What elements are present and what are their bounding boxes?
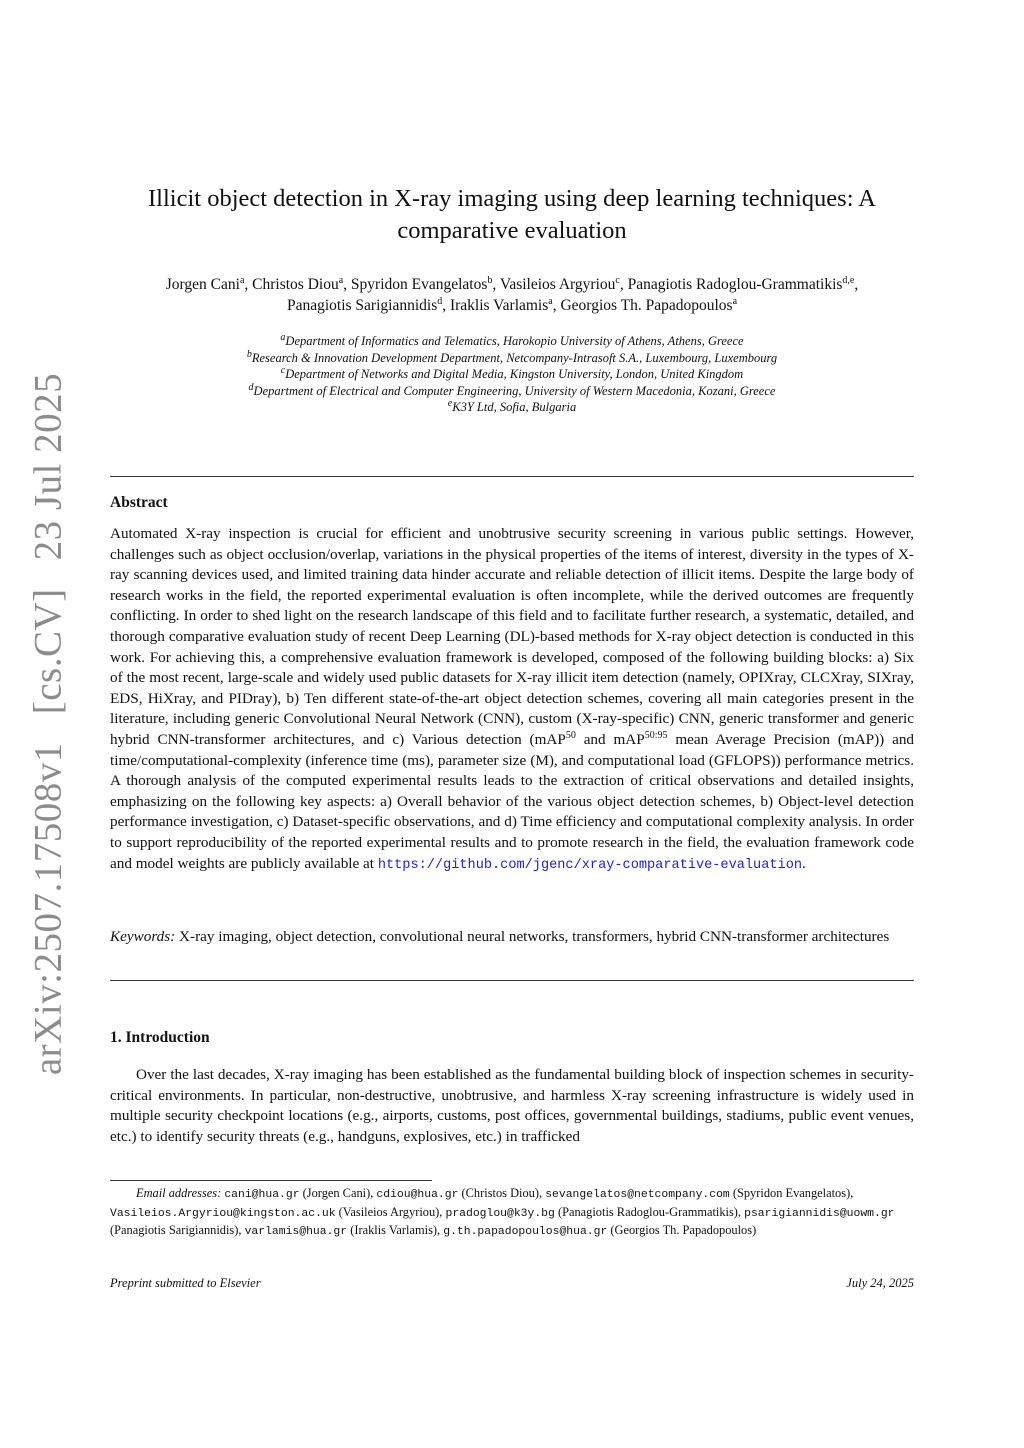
author-line-1: Jorgen Cani$^a$, Christos Diou$^a$, Spyridon Evangelatos$^b$, Vasileios Argyriou$^c$, Panagiotis Radoglou-Grammatikis$^{d,e}$, bbox=[165, 274, 859, 293]
abstract-heading: Abstract bbox=[110, 494, 168, 511]
author-list bbox=[0, 274, 1024, 316]
affiliation: $^c$Department of Networks and Digital Media, Kingston University, London, United Kingdom bbox=[280, 364, 744, 381]
author-affiliation-mark: b bbox=[487, 274, 493, 286]
affiliation-mark: a bbox=[280, 331, 286, 343]
title-line-2: comparative evaluation bbox=[397, 217, 627, 244]
author-affiliation-mark: a bbox=[732, 295, 738, 307]
author: Jorgen Cani bbox=[165, 276, 240, 293]
email-link[interactable]: cani@hua.gr bbox=[224, 1189, 300, 1201]
author-affiliation-mark: a bbox=[548, 295, 553, 307]
abstract-top-rule bbox=[110, 476, 914, 477]
affiliation: $^a$Department of Informatics and Telematics, Harokopio University of Athens, Athens, Greece bbox=[280, 331, 744, 348]
author: Christos Diou bbox=[252, 276, 339, 293]
author-affiliation-mark: c bbox=[615, 274, 620, 286]
email-link[interactable]: cdiou@hua.gr bbox=[376, 1189, 459, 1201]
author: Iraklis Varlamis bbox=[449, 297, 549, 314]
introduction-heading: 1. Introduction bbox=[110, 1029, 210, 1046]
introduction-body: Over the last decades, X-ray imaging has been established as the fundamental building block of inspection schemes in security-critical environments. In particular, non-destructive, unobtrusive, and harmless X-ray screening infrastructure is widely used in multiple security checkpoint locations (e.g., airports, customs, post offices, governmental buildings, stadiums, public event venues, etc.) to identify security threats (e.g., handguns, explosives, etc.) in trafficked bbox=[110, 1066, 914, 1145]
preprint-note: Preprint submitted to Elsevier bbox=[110, 1276, 261, 1290]
email-link[interactable]: psarigiannidis@uowm.gr bbox=[744, 1207, 895, 1220]
keywords-label: Keywords: bbox=[110, 928, 176, 945]
abstract-body: Automated X-ray inspection is crucial for efficient and unobtrusive security screening in various public settings. However, challenges such as object occlusion/overlap, variations in the physical properties of the items of interest, diversity in the types of X-ray scanning devices used, and limited training data hinder accurate and reliable detection of illicit items. Despite the large body of research works in the field, the reported experimental evaluation is often incomplete, while the derived outcomes are frequently conflicting. In order to shed light on the research landscape of this field and to facilitate further research, a systematic, detailed, and thorough comparative evaluation study of recent Deep Learning (DL)-based methods for X-ray object detection is conducted in this work. For achieving this, a comprehensive evaluation framework is developed, composed of the following building blocks: a) Six of the most recent, large-scale and widely used public datasets for X-ray illicit item detection (namely, OPIXray, CLCXray, SIXray, EDS, HiXray, and PIDray), b) Ten different state-of-the-art object detection schemes, covering all main categories present in the literature, including generic Convolutional Neural Network (CNN), custom (X-ray-specific) CNN, generic transformer and generic hybrid CNN-transformer architectures, and c) Various detection (mAP$^{50}$ and mAP$^{50:95}$ mean Average Precision (mAP)) and time/computational-complexity (inference time (ms), parameter size (M), and computational load (GFLOPS)) performance metrics. A thorough analysis of the computed experimental results leads to the extraction of critical observations and detailed insights, emphasizing on the following key aspects: a) Overall behavior of the various object detection schemes, b) Object-level detection performance investigation, c) Dataset-specific observations, and d) Time efficiency and computational complexity analysis. In order to support reproducibility of the reported experimental results and to promote research in the field, the evaluation framework code and model weights are publicly available at https://github.com/jgenc/xray-comparative-evaluation. bbox=[110, 525, 915, 873]
affiliation-mark: b bbox=[246, 348, 252, 360]
affiliation: $^d$Department of Electrical and Computer Engineering, University of Western Macedonia, Kozani, Greece bbox=[248, 381, 776, 398]
affiliation: $^e$K3Y Ltd, Sofia, Bulgaria bbox=[447, 397, 577, 414]
author: Georgios Th. Papadopoulos bbox=[560, 297, 733, 314]
footnote-label: Email addresses: bbox=[136, 1186, 222, 1200]
affiliation-mark: d bbox=[248, 381, 254, 393]
author: Spyridon Evangelatos bbox=[350, 276, 488, 293]
affiliation-mark: e bbox=[447, 397, 453, 409]
email-link[interactable]: sevangelatos@netcompany.com bbox=[545, 1189, 730, 1201]
author: Vasileios Argyriou bbox=[499, 276, 616, 293]
code-repository-link[interactable]: https://github.com/jgenc/xray-comparative-evaluation bbox=[377, 857, 803, 873]
footnote-rule bbox=[110, 1180, 432, 1181]
keywords-text: X-ray imaging, object detection, convolutional neural networks, transformers, hybrid CNN-transformer architectures bbox=[175, 928, 890, 945]
arxiv-stamp bbox=[26, 359, 71, 1089]
email-link[interactable]: Vasileios.Argyriou@kingston.ac.uk bbox=[110, 1207, 336, 1220]
author-line-2: Panagiotis Sarigiannidis$^d$, Iraklis Varlamis$^a$, Georgios Th. Papadopoulos$^a$ bbox=[286, 295, 738, 314]
author: Panagiotis Radoglou-Grammatikis bbox=[627, 276, 843, 293]
author: Panagiotis Sarigiannidis bbox=[286, 297, 438, 314]
arxiv-id: arXiv:2507.17508v1 bbox=[26, 742, 70, 1076]
abstract-bottom-rule bbox=[110, 980, 914, 981]
affiliation-mark: c bbox=[280, 364, 286, 376]
author-affiliation-mark: a bbox=[338, 274, 344, 286]
author-affiliation-mark: d bbox=[437, 295, 443, 307]
paper-title bbox=[0, 183, 1024, 247]
email-link[interactable]: g.th.papadopoulos@hua.gr bbox=[443, 1226, 608, 1238]
preprint-date: July 24, 2025 bbox=[846, 1276, 914, 1290]
affiliation: $^b$Research & Innovation Development Department, Netcompany-Intrasoft S.A., Luxembourg, Luxembourg bbox=[246, 348, 778, 365]
author-affiliation-mark: a bbox=[239, 274, 245, 286]
keywords bbox=[110, 927, 914, 948]
affiliation-list bbox=[0, 333, 1024, 416]
author-affiliation-mark: d,e bbox=[842, 274, 855, 286]
email-link[interactable]: pradoglou@k3y.bg bbox=[445, 1207, 555, 1220]
email-footnote: Email addresses: cani@hua.gr (Jorgen Cani), cdiou@hua.gr (Christos Diou), sevangelatos@netcompany.com (Spyridon Evangelatos), Vasileios.Argyriou@kingston.ac.uk (Vasileios Argyriou), pradoglou@k3y.bg (Panagiotis Radoglou-Grammatikis), psarigiannidis@uowm.gr (Panagiotis Sarigiannidis), varlamis@hua.gr (Iraklis Varlamis), g.th.papadopoulos@hua.gr (Georgios Th. Papadopoulos) bbox=[110, 1186, 895, 1238]
email-link[interactable]: varlamis@hua.gr bbox=[244, 1226, 348, 1238]
arxiv-category: [cs.CV] bbox=[26, 588, 70, 715]
title-line-1: Illicit object detection in X-ray imaging using deep learning techniques: A bbox=[148, 185, 876, 212]
arxiv-date: 23 Jul 2025 bbox=[26, 372, 70, 561]
